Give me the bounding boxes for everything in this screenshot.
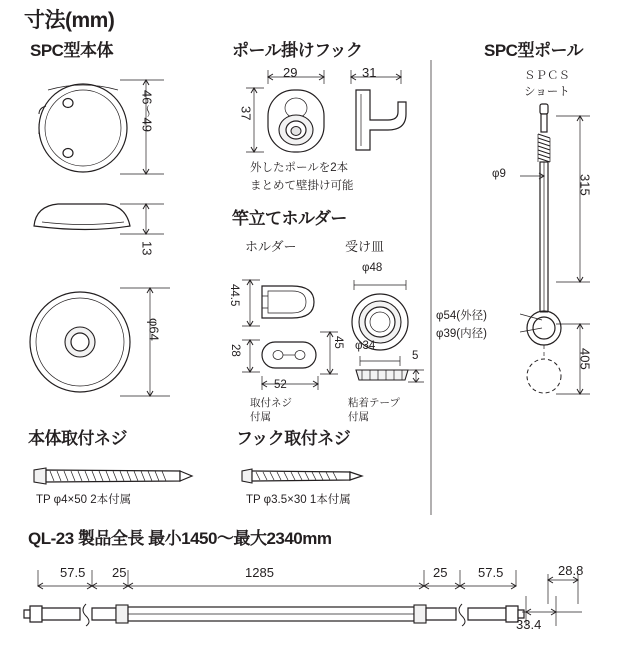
page-title: 寸法(mm): [24, 9, 115, 32]
section-heading-screw-hook: フック取付ネジ: [236, 429, 351, 448]
dim-dish-diameter-inner: φ34: [355, 340, 376, 352]
holder-note-left1: 取付ネジ: [250, 397, 292, 409]
section-heading-body: SPC型本体: [30, 41, 113, 60]
pole-ring-leaders: [520, 308, 550, 342]
holder-top-view-drawing: [258, 278, 324, 328]
dim-dish-diameter-outer: φ48: [362, 262, 383, 274]
dim-total-right-a: 57.5: [478, 565, 504, 580]
dim-pole-lower: 405: [577, 348, 593, 370]
dish-thickness-dim: [408, 360, 432, 394]
dim-body-height-range: 46〜49: [139, 90, 155, 132]
pole-length-dim: [556, 110, 602, 290]
dim-pole-phi9: φ9: [492, 168, 506, 180]
dim-hook-width-left: 29: [283, 65, 298, 80]
dim-dish-thickness: 5: [412, 350, 419, 362]
dim-holder-height: 44.5: [228, 284, 241, 307]
dim-hook-width-right: 31: [362, 65, 377, 80]
hook-side-view-drawing: [348, 86, 418, 156]
section-heading-pole: SPC型ポール: [484, 41, 584, 60]
section-heading-holder: 竿立てホルダー: [232, 209, 347, 228]
dim-total-tip2: 33.4: [516, 617, 542, 632]
dim-holder-depth: 45: [332, 336, 345, 349]
holder-sub-left: ホルダー: [245, 239, 297, 254]
dim-hook-height-left: 37: [238, 106, 254, 121]
screw-body-spec: TP φ4×50 2本付属: [36, 494, 132, 506]
section-heading-hook: ポール掛けフック: [232, 41, 363, 60]
dim-body-side-thickness: 13: [139, 241, 155, 256]
body-diameter-dim-lines: [120, 282, 190, 402]
dim-holder-height2: 28: [229, 344, 242, 357]
dim-total-left-a: 57.5: [60, 565, 86, 580]
holder-plate-view-drawing: [258, 336, 324, 376]
section-heading-total: QL-23 製品全長 最小1450〜最大2340mm: [28, 529, 332, 548]
pole-phi9-leader: [520, 168, 550, 184]
screw-hook-spec: TP φ3.5×30 1本付属: [246, 494, 351, 506]
dim-body-diameter: φ64: [146, 318, 162, 341]
dim-total-tip: 28.8: [558, 563, 584, 578]
pole-section-frame: [430, 60, 432, 515]
holder-note-left2: 付属: [250, 411, 271, 423]
dim-total-right-b: 25: [433, 565, 448, 580]
holder-sub-right: 受け皿: [345, 239, 385, 254]
hook-note-line2: まとめて壁掛け可能: [250, 180, 354, 192]
dim-pole-ring-outer: φ54(外径): [436, 310, 487, 322]
dish-note-right2: 付属: [348, 411, 369, 423]
screw-hook-drawing: [238, 462, 398, 492]
dim-holder-width: 52: [274, 379, 287, 391]
dim-total-left-b: 25: [112, 565, 127, 580]
dish-diameter-dim: [348, 278, 414, 292]
pole-sub-line1: ＳＰＣＳ: [524, 70, 570, 82]
hook-front-view-drawing: [262, 86, 334, 156]
dim-pole-length: 315: [577, 174, 593, 196]
dish-note-right1: 粘着テープ: [348, 397, 400, 409]
section-heading-screw-body: 本体取付ネジ: [28, 429, 127, 448]
hook-side-dim-line: [345, 66, 409, 88]
hook-note-line1: 外したポールを2本: [250, 162, 349, 174]
pole-sub-line2: ショート: [524, 86, 570, 98]
holder-depth-dim: [318, 326, 344, 382]
screw-body-drawing: [30, 462, 210, 492]
dim-total-mid: 1285: [245, 565, 274, 580]
dim-pole-ring-inner: φ39(内径): [436, 328, 487, 340]
total-pole-drawing: [20, 592, 580, 642]
